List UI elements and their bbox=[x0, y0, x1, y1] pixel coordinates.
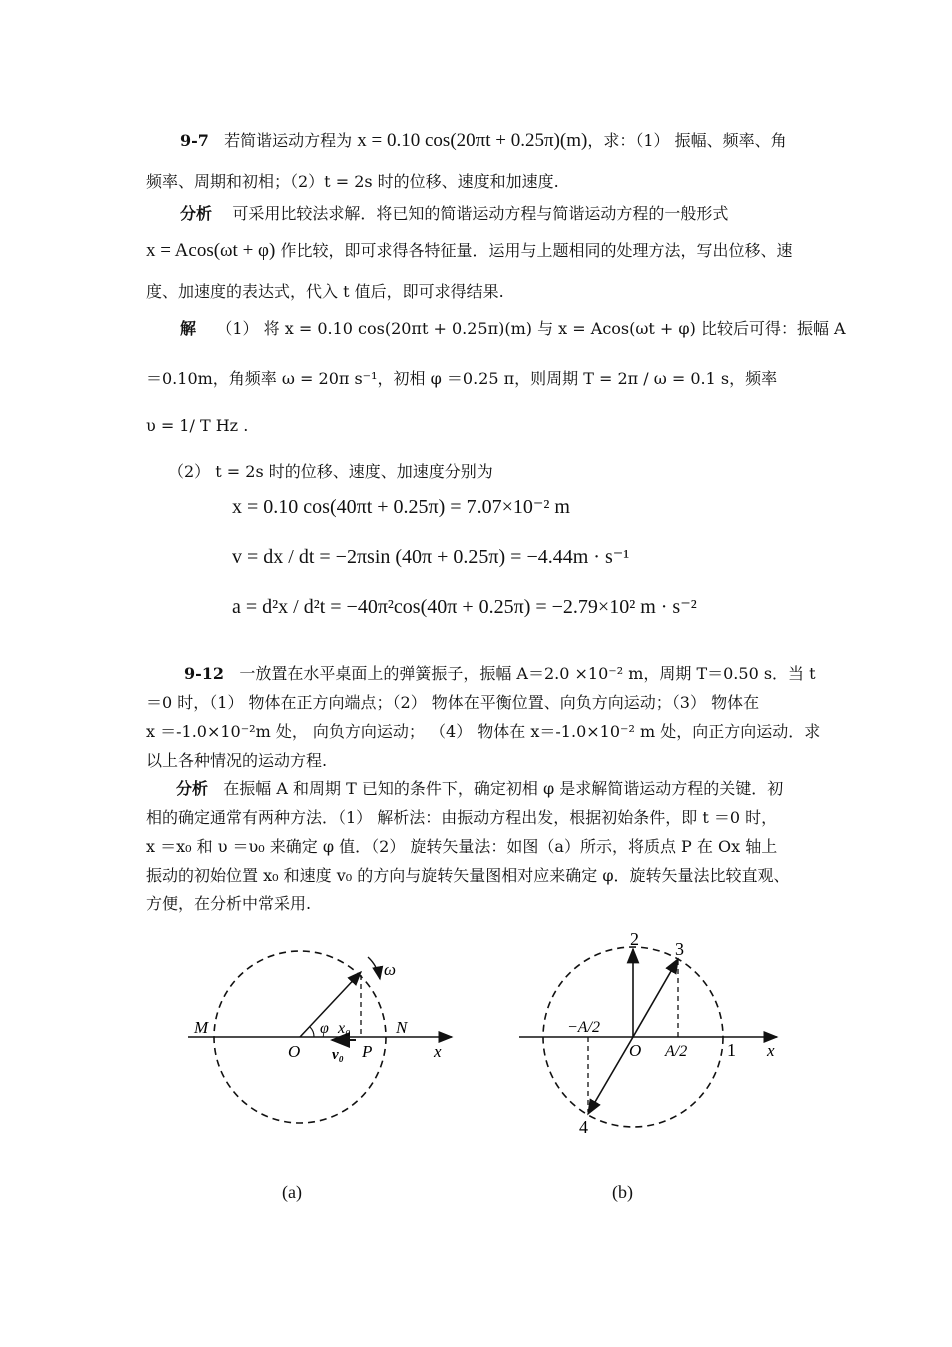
problem-9-7-line2: 频率、周期和初相；（2）t = 2s 时的位移、速度和加速度. bbox=[146, 172, 559, 191]
label-3: 3 bbox=[675, 939, 684, 959]
problem-text: 一放置在水平桌面上的弹簧振子，振幅 A＝2.0 ×10⁻² m，周期 T＝0.50 s．当 t bbox=[239, 664, 816, 683]
phase-angle-arc bbox=[310, 1027, 314, 1037]
problem-9-12-line4: 以上各种情况的运动方程. bbox=[146, 751, 328, 770]
label-phi: φ bbox=[320, 1020, 329, 1037]
label-2: 2 bbox=[630, 929, 639, 949]
problem-text: ，求：（1） 振幅、频率、角 bbox=[587, 131, 787, 150]
analysis-9-12-line4: 振动的初始位置 x₀ 和速度 v₀ 的方向与旋转矢量图相对应来确定 φ．旋转矢量法比较直观、 bbox=[146, 866, 790, 885]
analysis-9-12-line1 bbox=[176, 778, 783, 800]
label-x: x bbox=[767, 1041, 775, 1060]
label-O: O bbox=[629, 1041, 642, 1060]
problem-9-12-line1 bbox=[184, 663, 816, 685]
analysis-9-12-line5: 方便，在分析中常采用. bbox=[146, 894, 312, 913]
equation-inline: x = Acos(ωt + φ) bbox=[146, 240, 276, 261]
analysis-9-12-line2: 相的确定通常有两种方法．（1） 解析法：由振动方程出发，根据初始条件，即 t ＝0 时， bbox=[146, 808, 778, 827]
solution-9-7-line2: ＝0.10m，角频率 ω = 20π s⁻¹，初相 φ ＝0.25 π，则周期 T = 2π / ω = 0.1 s，频率 bbox=[146, 369, 778, 388]
label-omega: ω bbox=[384, 960, 397, 979]
label-A2: A/2 bbox=[665, 1043, 688, 1060]
label-x0: x₀ bbox=[338, 1020, 351, 1037]
problem-9-12-line3: x ＝-1.0×10⁻²m 处， 向负方向运动； （4） 物体在 x＝-1.0×10⁻² m 处，向正方向运动．求 bbox=[146, 722, 821, 741]
label-M: M bbox=[194, 1018, 209, 1037]
analysis-9-7-line3: 度、加速度的表达式，代入 t 值后，即可求得结果. bbox=[146, 282, 504, 301]
analysis-text: 在振幅 A 和周期 T 已知的条件下，确定初相 φ 是求解简谐运动方程的关键．初 bbox=[223, 779, 784, 798]
problem-9-7-line1 bbox=[180, 130, 787, 152]
label-O: O bbox=[288, 1042, 301, 1061]
label-1: 1 bbox=[727, 1040, 736, 1060]
label-N: N bbox=[396, 1018, 408, 1037]
problem-number-9-12: 9-12 bbox=[184, 664, 225, 683]
solution-9-7-line4: （2） t = 2s 时的位移、速度、加速度分别为 bbox=[168, 462, 493, 481]
equation-velocity: v = dx / dt = −2πsin (40π + 0.25π) = −4.44m · s⁻¹ bbox=[232, 546, 630, 568]
vector-3 bbox=[633, 959, 678, 1037]
label-x: x bbox=[434, 1042, 442, 1061]
problem-text: 若简谐运动方程为 bbox=[224, 131, 353, 150]
analysis-label: 分析 bbox=[180, 204, 213, 223]
caption-b: (b) bbox=[612, 1182, 633, 1202]
equation-inline: x = 0.10 cos(20πt + 0.25π)(m) bbox=[357, 130, 588, 151]
solution-9-7-line1 bbox=[180, 318, 846, 340]
rotating-vector-diagram-b bbox=[515, 928, 800, 1143]
rotating-vector bbox=[300, 972, 361, 1037]
analysis-text: 可采用比较法求解．将已知的简谐运动方程与简谐运动方程的一般形式 bbox=[232, 204, 729, 223]
solution-label: 解 bbox=[180, 319, 197, 338]
label-v0: v₀ bbox=[332, 1047, 344, 1063]
rotating-vector-diagram-a bbox=[180, 935, 460, 1135]
problem-number-9-7: 9-7 bbox=[180, 131, 209, 150]
analysis-9-7-line1 bbox=[180, 203, 728, 225]
label-P: P bbox=[362, 1042, 373, 1061]
equation-acceleration: a = d²x / d²t = −40π²cos(40π + 0.25π) = −2.79×10² m · s⁻² bbox=[232, 596, 697, 618]
label-4: 4 bbox=[579, 1117, 588, 1137]
solution-9-7-line3: υ = 1/ T Hz . bbox=[146, 416, 249, 435]
caption-a: (a) bbox=[282, 1182, 302, 1202]
analysis-9-7-line2 bbox=[146, 240, 792, 262]
problem-9-12-line2: ＝0 时，（1） 物体在正方向端点；（2） 物体在平衡位置、向负方向运动；（3） 物体在 bbox=[146, 693, 760, 712]
solution-text: （1） 将 x = 0.10 cos(20πt + 0.25π)(m) 与 x = Acos(ωt + φ) 比较后可得：振幅 A bbox=[216, 319, 846, 338]
label-neg-A2: −A/2 bbox=[567, 1019, 601, 1036]
rotation-arrow bbox=[368, 957, 380, 979]
analysis-label: 分析 bbox=[176, 779, 209, 798]
equation-displacement: x = 0.10 cos(40πt + 0.25π) = 7.07×10⁻² m bbox=[232, 496, 570, 518]
vector-4 bbox=[588, 1037, 633, 1114]
analysis-9-12-line3: x ＝x₀ 和 υ ＝υ₀ 来确定 φ 值．（2） 旋转矢量法：如图（a）所示，将质点 P 在 Ox 轴上 bbox=[146, 837, 778, 856]
analysis-text: 作比较，即可求得各特征量．运用与上题相同的处理方法，写出位移、速 bbox=[280, 241, 793, 260]
